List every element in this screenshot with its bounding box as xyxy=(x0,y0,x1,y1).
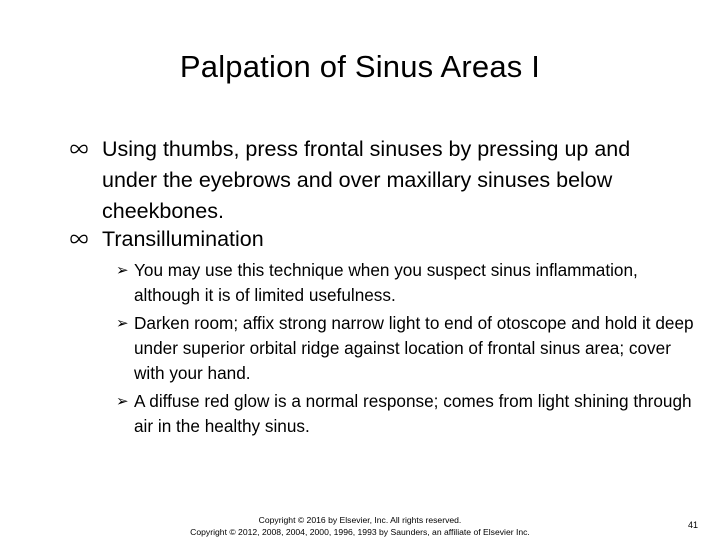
bullet-item xyxy=(102,134,662,227)
sub-bullet-text: A diffuse red glow is a normal response; comes from light shining through air in the healthy sinus. xyxy=(134,391,692,436)
slide-title: Palpation of Sinus Areas I xyxy=(179,49,541,84)
page-number: 41 xyxy=(688,520,699,530)
copyright-line-1: Copyright © 2016 by Elsevier, Inc. All rights reserved. xyxy=(258,515,462,525)
arrowhead-bullet-icon: ➢ xyxy=(116,315,129,332)
sub-bullet-text: Darken room; affix strong narrow light to end of otoscope and hold it deep under superior orbital ridge against location of frontal sinus area; cover with your hand. xyxy=(134,313,694,383)
arrowhead-bullet-icon: ➢ xyxy=(116,262,129,279)
sub-bullet-text: You may use this technique when you suspect sinus inflammation, although it is of limited usefulness. xyxy=(134,260,638,305)
infinity-bullet-icon xyxy=(69,143,89,155)
sub-bullet-item xyxy=(116,389,694,439)
sub-bullet-item xyxy=(116,258,694,308)
arrowhead-bullet-icon: ➢ xyxy=(116,393,129,410)
bullet-text: Using thumbs, press frontal sinuses by pressing up and under the eyebrows and over maxillary sinuses below cheekbones. xyxy=(102,137,631,223)
bullet-text: Transillumination xyxy=(102,227,264,251)
infinity-bullet-icon xyxy=(69,233,89,245)
copyright-line-2: Copyright © 2012, 2008, 2004, 2000, 1996, 1993 by Saunders, an affiliate of Elsevier Inc. xyxy=(190,527,530,537)
footer-copyright xyxy=(145,514,575,538)
bullet-item xyxy=(102,224,662,255)
sub-bullet-item xyxy=(116,311,694,386)
